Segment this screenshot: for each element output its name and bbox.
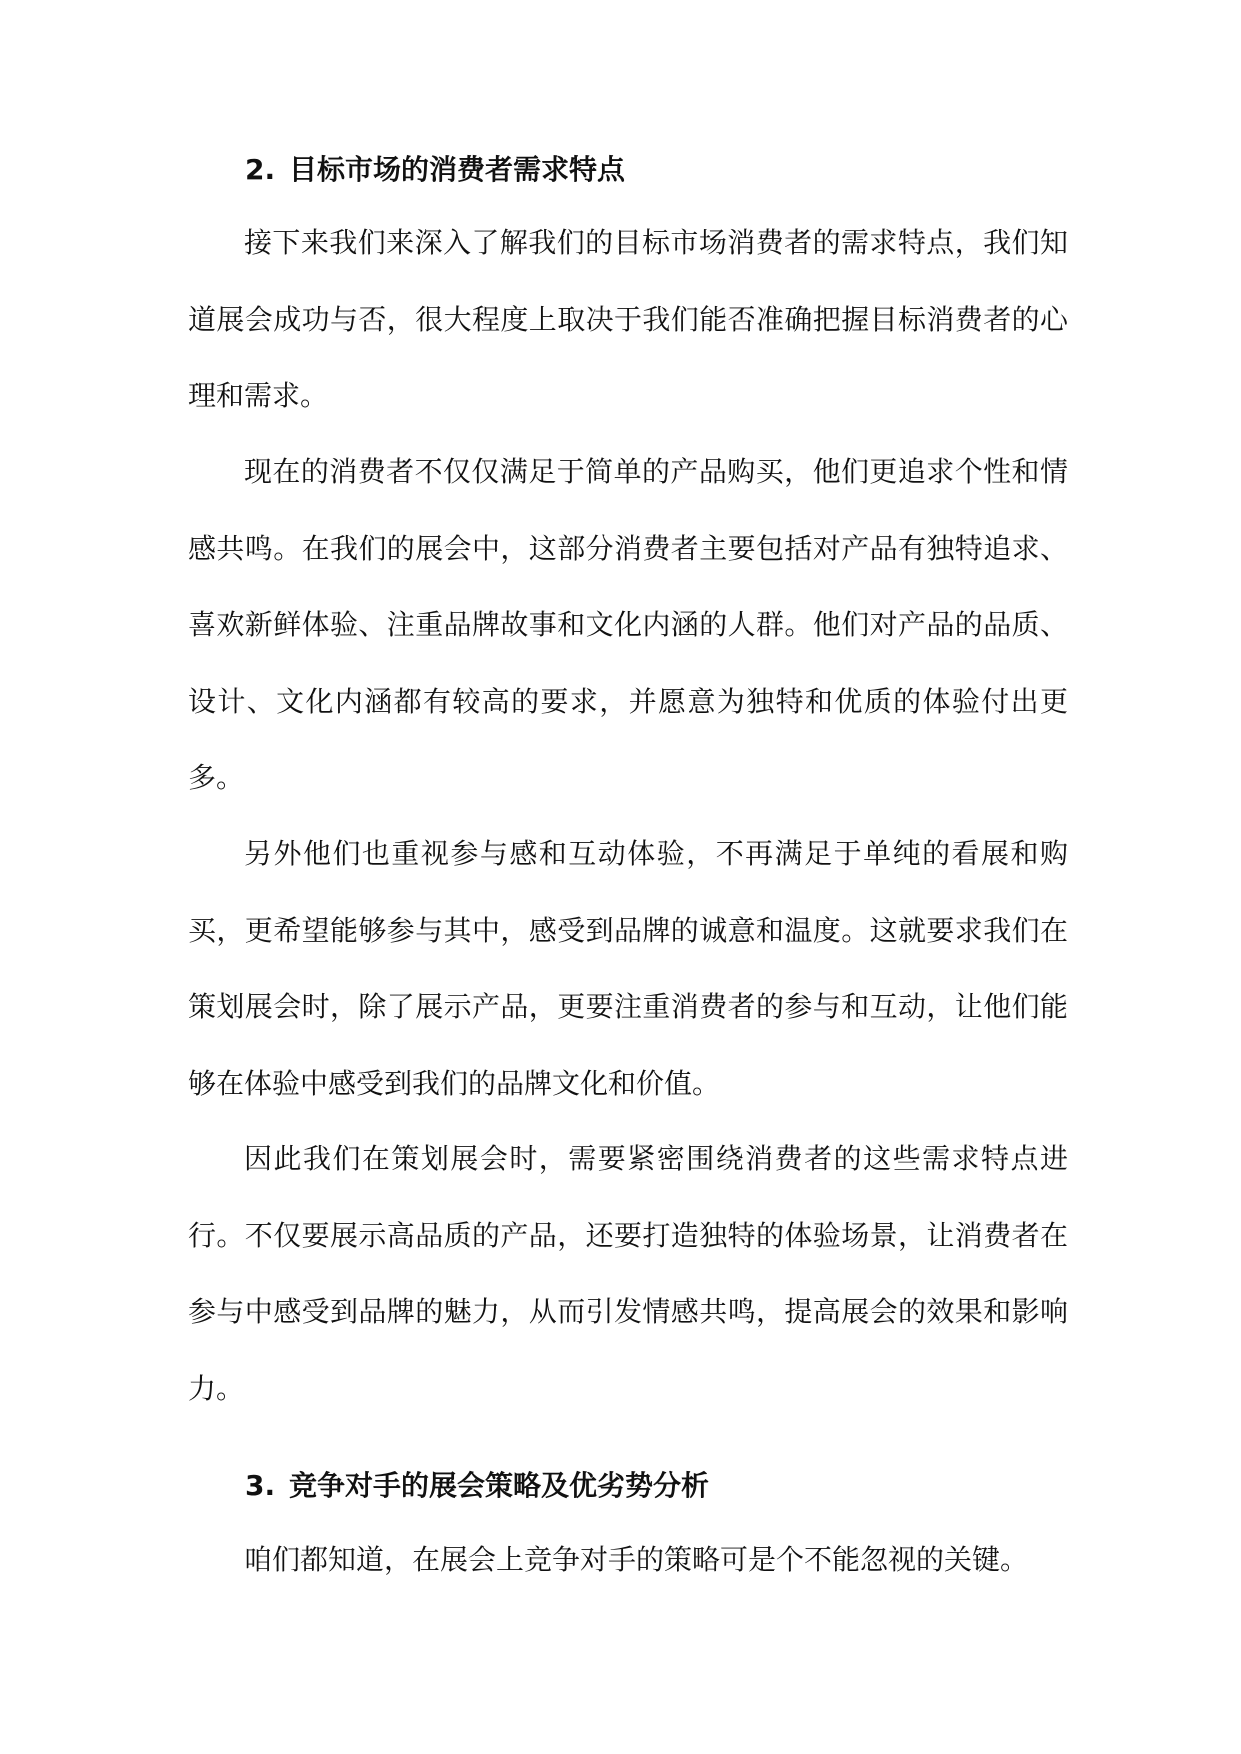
body-paragraph: 现在的消费者不仅仅满足于简单的产品购买，他们更追求个性和情感共鸣。在我们的展会中，这部分消费者主要包括对产品有独特追求、喜欢新鲜体验、注重品牌故事和文化内涵的人群。他们对产品的品质、设计、文化内涵都有较高的要求，并愿意为独特和优质的体验付出更多。 [188, 455, 1068, 794]
body-paragraph: 另外他们也重视参与感和互动体验，不再满足于单纯的看展和购买，更希望能够参与其中，感受到品牌的诚意和温度。这就要求我们在策划展会时，除了展示产品，更要注重消费者的参与和互动，让他们能够在体验中感受到我们的品牌文化和价值。 [188, 837, 1068, 1100]
body-paragraph: 因此我们在策划展会时，需要紧密围绕消费者的这些需求特点进行。不仅要展示高品质的产品，还要打造独特的体验场景，让消费者在参与中感受到品牌的魅力，从而引发情感共鸣，提高展会的效果和影响力。 [188, 1142, 1068, 1405]
body-paragraph: 咱们都知道，在展会上竞争对手的策略可是个不能忽视的关键。 [244, 1543, 1029, 1576]
body-paragraph: 接下来我们来深入了解我们的目标市场消费者的需求特点，我们知道展会成功与否，很大程度上取决于我们能否准确把握目标消费者的心理和需求。 [188, 226, 1068, 412]
section-number: 3. [245, 1469, 276, 1502]
section-title: 竞争对手的展会策略及优劣势分析 [289, 1469, 710, 1502]
section-number: 2. [245, 153, 276, 186]
section-title: 目标市场的消费者需求特点 [289, 153, 626, 186]
section-heading-3 [245, 1468, 709, 1504]
section-heading-2 [245, 152, 625, 188]
